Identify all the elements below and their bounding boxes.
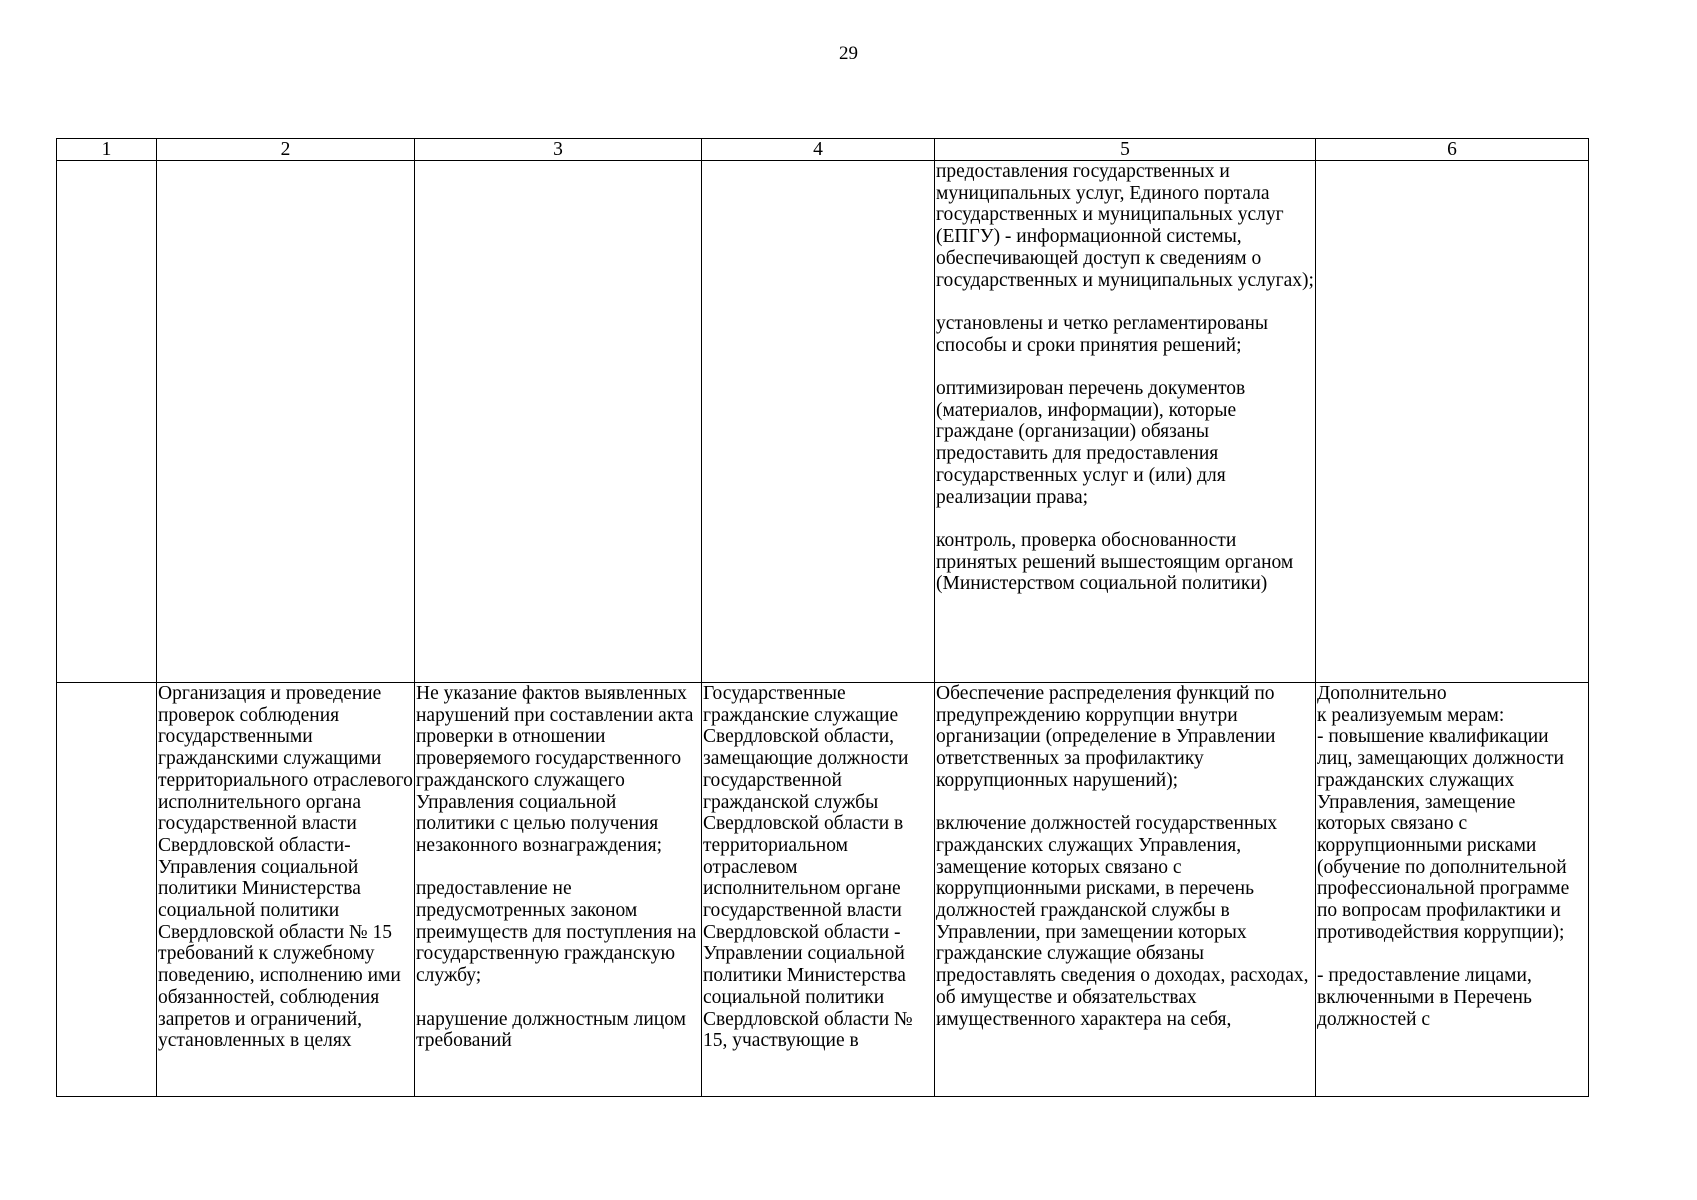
table-cell xyxy=(702,161,935,683)
table-cell: Государственные гражданские служащие Свердловской области, замещающие должности государственной гражданской службы Свердловской области в территориальном отраслевом исполнительном органе государственной власти Свердловской области - Управлении социальной политики Министерства социальной политики Свердловской области № 15, участвующие в xyxy=(702,683,935,1097)
column-header: 1 xyxy=(57,139,157,161)
corruption-risk-table xyxy=(56,138,1589,1097)
column-header: 3 xyxy=(415,139,702,161)
table-cell xyxy=(57,161,157,683)
table-cell: предоставления государственных и муниципальных услуг, Единого портала государственных и муниципальных услуг (ЕПГУ) - информационной системы, обеспечивающей доступ к сведениям о государственных и муниципальных услугах); установлены и четко регламентированы способы и сроки принятия решений; оптимизирован перечень документов (материалов, информации), которые граждане (организации) обязаны предоставить для предоставления государственных услуг и (или) для реализации права; контроль, проверка обоснованности принятых решений вышестоящим органом (Министерством социальной политики) xyxy=(935,161,1316,683)
page-number: 29 xyxy=(839,43,858,64)
table-cell: Дополнительно к реализуемым мерам: - повышение квалификации лиц, замещающих должности гражданских служащих Управления, замещение которых связано с коррупционными рисками (обучение по дополнительной профессиональной программе по вопросам профилактики и противодействия коррупции); - предоставление лицами, включенными в Перечень должностей с xyxy=(1316,683,1589,1097)
column-header: 2 xyxy=(157,139,415,161)
column-header: 4 xyxy=(702,139,935,161)
table-cell: Не указание фактов выявленных нарушений при составлении акта проверки в отношении проверяемого государственного гражданского служащего Управления социальной политики с целью получения незаконного вознаграждения; предоставление не предусмотренных законом преимуществ для поступления на государственную гражданскую службу; нарушение должностным лицом требований xyxy=(415,683,702,1097)
table-row xyxy=(57,161,1589,683)
column-header: 6 xyxy=(1316,139,1589,161)
table-cell: Обеспечение распределения функций по предупреждению коррупции внутри организации (определение в Управлении ответственных за профилактику коррупционных нарушений); включение должностей государственных гражданских служащих Управления, замещение которых связано с коррупционными рисками, в перечень должностей гражданской службы в Управлении, при замещении которых гражданские служащие обязаны предоставлять сведения о доходах, расходах, об имуществе и обязательствах имущественного характера на себя, xyxy=(935,683,1316,1097)
table-row xyxy=(57,683,1589,1097)
table-cell xyxy=(57,683,157,1097)
table-header-row xyxy=(57,139,1589,161)
column-header: 5 xyxy=(935,139,1316,161)
table-cell xyxy=(157,161,415,683)
table-cell xyxy=(1316,161,1589,683)
table-cell: Организация и проведение проверок соблюдения государственными гражданскими служащими территориального отраслевого исполнительного органа государственной власти Свердловской области-Управления социальной политики Министерства социальной политики Свердловской области № 15 требований к служебному поведению, исполнению ими обязанностей, соблюдения запретов и ограничений, установленных в целях xyxy=(157,683,415,1097)
table-cell xyxy=(415,161,702,683)
